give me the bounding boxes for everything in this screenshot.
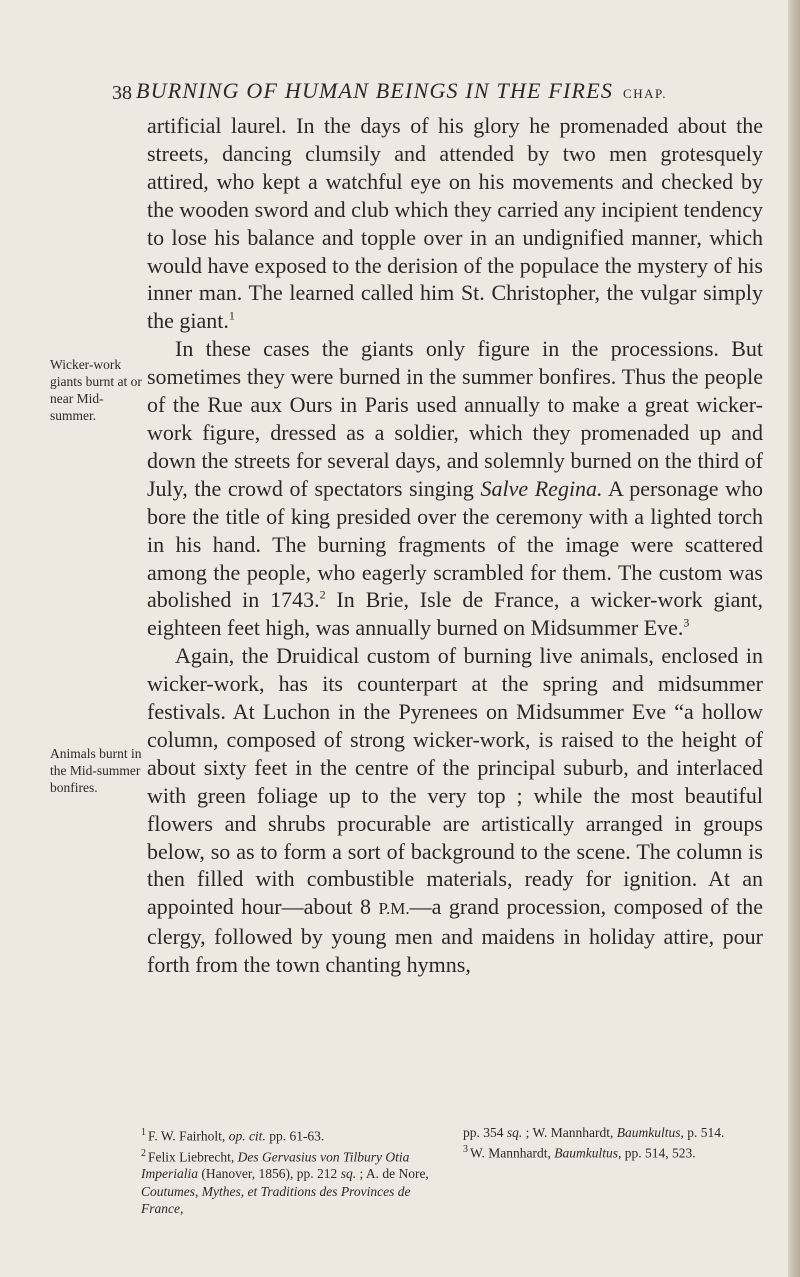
footnote-2-continued <box>463 1124 765 1141</box>
paragraph-text: artificial laurel. In the days of his glory he promenaded about the streets, dancing clumsily and attended by two men grotesquely attired, who kept a watchful eye on his movements and checked by the wooden sword and club which they carried any incipient tendency to lose his balance and topple over in an undignified manner, which would have exposed to the derision of the populace the mystery of his inner man. The learned called him St. Christopher, the vulgar simply the giant. <box>147 113 763 334</box>
footnote-ref: 3 <box>683 615 690 630</box>
footnote-2 <box>141 1145 441 1217</box>
footnotes-left-column <box>141 1124 441 1217</box>
footnote-text: ; A. de Nore, <box>356 1166 429 1182</box>
running-title-text: BURNING OF HUMAN BEINGS IN THE FIRES <box>136 78 614 103</box>
page-edge <box>788 0 800 1277</box>
footnote-italic: sq. <box>506 1125 523 1140</box>
footnote-text: pp. 354 <box>463 1125 507 1140</box>
footnote-text: p. 514. <box>683 1125 725 1140</box>
paragraph-3 <box>147 642 763 979</box>
paragraph-text: In these cases the giants only figure in the processions. But sometimes they were burned in the summer bonfires. Thus the people of the Rue aux Ours in Paris used annually to make a great wicker-work figure, dressed as a soldier, which they promenaded up and down the streets for several days, and solemnly burned on the third of July, the crowd of spectators singing <box>147 336 763 501</box>
footnote-number: 3 <box>463 1144 468 1156</box>
footnote-italic: Baumkultus, <box>554 1145 622 1161</box>
footnote-italic: op. cit. <box>228 1128 266 1144</box>
sidenote-wicker-giants: Wicker-work giants burnt at or near Mid-summer. <box>50 357 142 423</box>
footnote-number: 1 <box>141 1127 146 1138</box>
footnote-ref: 2 <box>319 588 326 603</box>
paragraph-1 <box>147 112 763 335</box>
footnote-italic: Des Gervasius von Tilbury Otia Imperialia <box>141 1149 410 1182</box>
footnote-number: 2 <box>141 1147 146 1159</box>
paragraph-2 <box>147 335 763 642</box>
footnote-text: pp. 61-63. <box>265 1128 325 1144</box>
page-number: 38 <box>112 82 132 104</box>
footnote-italic: Baumkultus, <box>616 1125 684 1140</box>
footnote-text: pp. 514, 523. <box>621 1145 696 1161</box>
paragraph-text: A personage who bore the title of king presided over the ceremony with a lighted torch in his hand. The burning fragments of the image were scattered among the people, who eagerly scrambled for them. The custom was abolished in 1743. <box>147 475 763 613</box>
footnotes-right-column <box>463 1124 765 1162</box>
footnote-ref: 1 <box>228 309 235 324</box>
footnote-text: F. W. Fairholt, <box>148 1128 229 1144</box>
footnote-text: ; W. Mannhardt, <box>522 1125 617 1140</box>
footnote-text: Felix Liebrecht, <box>148 1149 238 1165</box>
paragraph-text: In Brie, Isle de France, a wicker-work giant, eighteen feet high, was annually burned on Midsummer Eve. <box>147 587 764 641</box>
footnote-italic: Coutumes, Mythes, et Traditions des Provinces de France, <box>141 1183 411 1216</box>
running-title <box>136 78 766 104</box>
footnotes <box>141 1124 765 1244</box>
footnote-italic: sq. <box>340 1166 357 1182</box>
body-text <box>147 112 763 979</box>
chapter-label: CHAP. <box>623 86 668 101</box>
footnote-3 <box>463 1141 765 1162</box>
italic-text: Salve Regina. <box>480 475 603 501</box>
paragraph-text: —a grand procession, composed of the clergy, followed by young men and maidens in holiday attire, pour forth from the town chanting hymns, <box>147 894 763 978</box>
time-abbrev: P.M. <box>378 899 410 919</box>
footnote-1 <box>141 1124 441 1145</box>
footnote-text: (Hanover, 1856), pp. 212 <box>198 1166 341 1182</box>
paragraph-text: Again, the Druidical custom of burning live animals, enclosed in wicker-work, has its counterpart at the spring and midsummer festivals. At Luchon in the Pyrenees on Midsummer Eve “a hollow column, composed of strong wicker-work, is raised to the height of about sixty feet in the centre of the principal suburb, and interlaced with green foliage up to the very top ; while the most beautiful flowers and shrubs procurable are artistically arranged in groups below, so as to form a sort of background to the scene. The column is then filled with combustible materials, ready for ignition. At an appointed hour—about 8 <box>147 643 763 920</box>
footnote-text: W. Mannhardt, <box>470 1145 555 1161</box>
sidenote-animals-burnt: Animals burnt in the Mid-summer bonfires. <box>50 746 142 795</box>
